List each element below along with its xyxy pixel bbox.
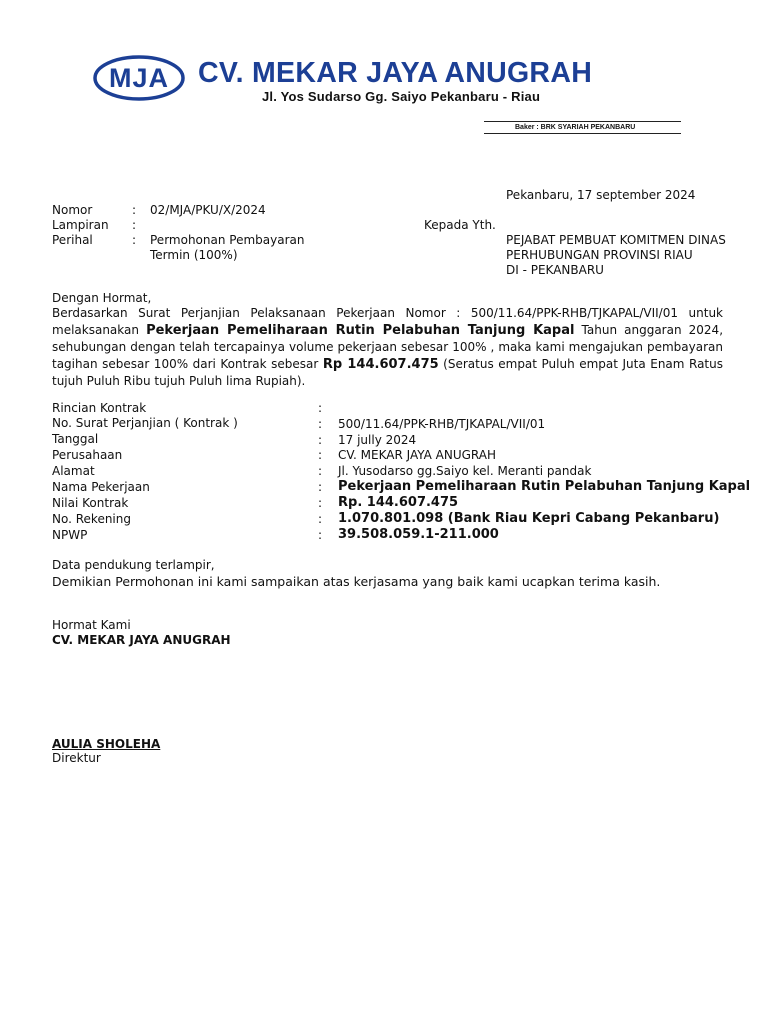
detail-label: No. Surat Perjanjian ( Kontrak ) bbox=[52, 416, 238, 430]
detail-value: Pekerjaan Pemeliharaan Rutin Pelabuhan Tanjung Kapal bbox=[338, 479, 751, 494]
detail-label: Alamat bbox=[52, 464, 95, 478]
paragraph-amount: Rp 144.607.475 bbox=[322, 356, 439, 372]
signatory-title: Direktur bbox=[52, 751, 101, 765]
detail-label: Nilai Kontrak bbox=[52, 496, 129, 510]
detail-colon: : bbox=[318, 417, 323, 431]
perihal-colon: : bbox=[132, 233, 137, 247]
detail-value: 500/11.64/PPK-RHB/TJKAPAL/VII/01 bbox=[338, 417, 546, 431]
header-rule-top bbox=[484, 121, 681, 122]
header-rule-bottom bbox=[484, 133, 681, 134]
detail-colon: : bbox=[318, 496, 323, 510]
letter-date: Pekanbaru, 17 september 2024 bbox=[506, 188, 696, 202]
paragraph-part2: Tahun anggaran 2024, sehubungan dengan telah tercapainya volume pekerjaan sebesar 100% , maka kami mengajukan pembayaran tagihan sebesar 100% dari Kontrak sebesar bbox=[52, 322, 724, 371]
body-paragraph bbox=[52, 305, 723, 390]
paragraph-part1: Berdasarkan Surat Perjanjian Pelaksanaan Pekerjaan Nomor : 500/11.64/PPK-RHB/TJKAPAL/VII/01 untuk melaksanakan bbox=[52, 306, 723, 337]
company-address: Jl. Yos Sudarso Gg. Saiyo Pekanbaru - Riau bbox=[262, 89, 541, 104]
recipient-line1: PEJABAT PEMBUAT KOMITMEN DINAS bbox=[506, 233, 726, 247]
detail-value: Jl. Yusodarso gg.Saiyo kel. Meranti pandak bbox=[338, 464, 592, 478]
detail-colon: : bbox=[318, 528, 323, 542]
detail-value: Rp. 144.607.475 bbox=[338, 495, 459, 510]
detail-colon: : bbox=[318, 512, 323, 526]
perihal-line1: Permohonan Pembayaran bbox=[150, 233, 305, 247]
detail-value: 17 jully 2024 bbox=[338, 433, 417, 447]
detail-label: Tanggal bbox=[52, 432, 99, 446]
detail-label: Rincian Kontrak bbox=[52, 401, 147, 415]
detail-colon: : bbox=[318, 401, 323, 415]
regards: Hormat Kami bbox=[52, 618, 131, 632]
detail-colon: : bbox=[318, 480, 323, 494]
detail-label: Perusahaan bbox=[52, 448, 123, 462]
nomor-colon: : bbox=[132, 203, 137, 217]
logo-text: MJA bbox=[108, 63, 170, 93]
bank-info: Baker : BRK SYARIAH PEKANBARU bbox=[515, 124, 636, 131]
detail-value: 39.508.059.1-211.000 bbox=[338, 527, 499, 542]
recipient-line2: PERHUBUNGAN PROVINSI RIAU bbox=[506, 248, 693, 262]
detail-colon: : bbox=[318, 433, 323, 447]
signatory-name: AULIA SHOLEHA bbox=[52, 737, 161, 751]
lampiran-colon: : bbox=[132, 218, 137, 232]
nomor-value: 02/MJA/PKU/X/2024 bbox=[150, 203, 266, 217]
detail-colon: : bbox=[318, 448, 323, 462]
paragraph-part3: (Seratus empat Puluh empat Juta Enam Ratus tujuh Puluh Ribu tujuh Puluh lima Rupiah). bbox=[52, 356, 723, 388]
signature-company: CV. MEKAR JAYA ANUGRAH bbox=[52, 633, 231, 647]
paragraph-project: Pekerjaan Pemeliharaan Rutin Pelabuhan Tanjung Kapal bbox=[146, 322, 575, 338]
detail-label: NPWP bbox=[52, 528, 88, 542]
attachment-note: Data pendukung terlampir, bbox=[52, 558, 215, 572]
company-logo bbox=[93, 55, 185, 101]
detail-colon: : bbox=[318, 464, 323, 478]
lampiran-label: Lampiran bbox=[52, 218, 109, 232]
detail-value: 1.070.801.098 (Bank Riau Kepri Cabang Pekanbaru) bbox=[338, 511, 720, 526]
recipient-greeting: Kepada Yth. bbox=[424, 218, 496, 232]
detail-label: No. Rekening bbox=[52, 512, 131, 526]
detail-label: Nama Pekerjaan bbox=[52, 480, 150, 494]
thanks-note: Demikian Permohonan ini kami sampaikan atas kerjasama yang baik kami ucapkan terima kasih. bbox=[52, 574, 661, 589]
company-name: CV. MEKAR JAYA ANUGRAH bbox=[198, 57, 593, 89]
detail-value: CV. MEKAR JAYA ANUGRAH bbox=[338, 448, 497, 462]
perihal-line2: Termin (100%) bbox=[150, 248, 238, 262]
nomor-label: Nomor bbox=[52, 203, 93, 217]
perihal-label: Perihal bbox=[52, 233, 93, 247]
salutation: Dengan Hormat, bbox=[52, 291, 152, 305]
recipient-line3: DI - PEKANBARU bbox=[506, 263, 604, 277]
